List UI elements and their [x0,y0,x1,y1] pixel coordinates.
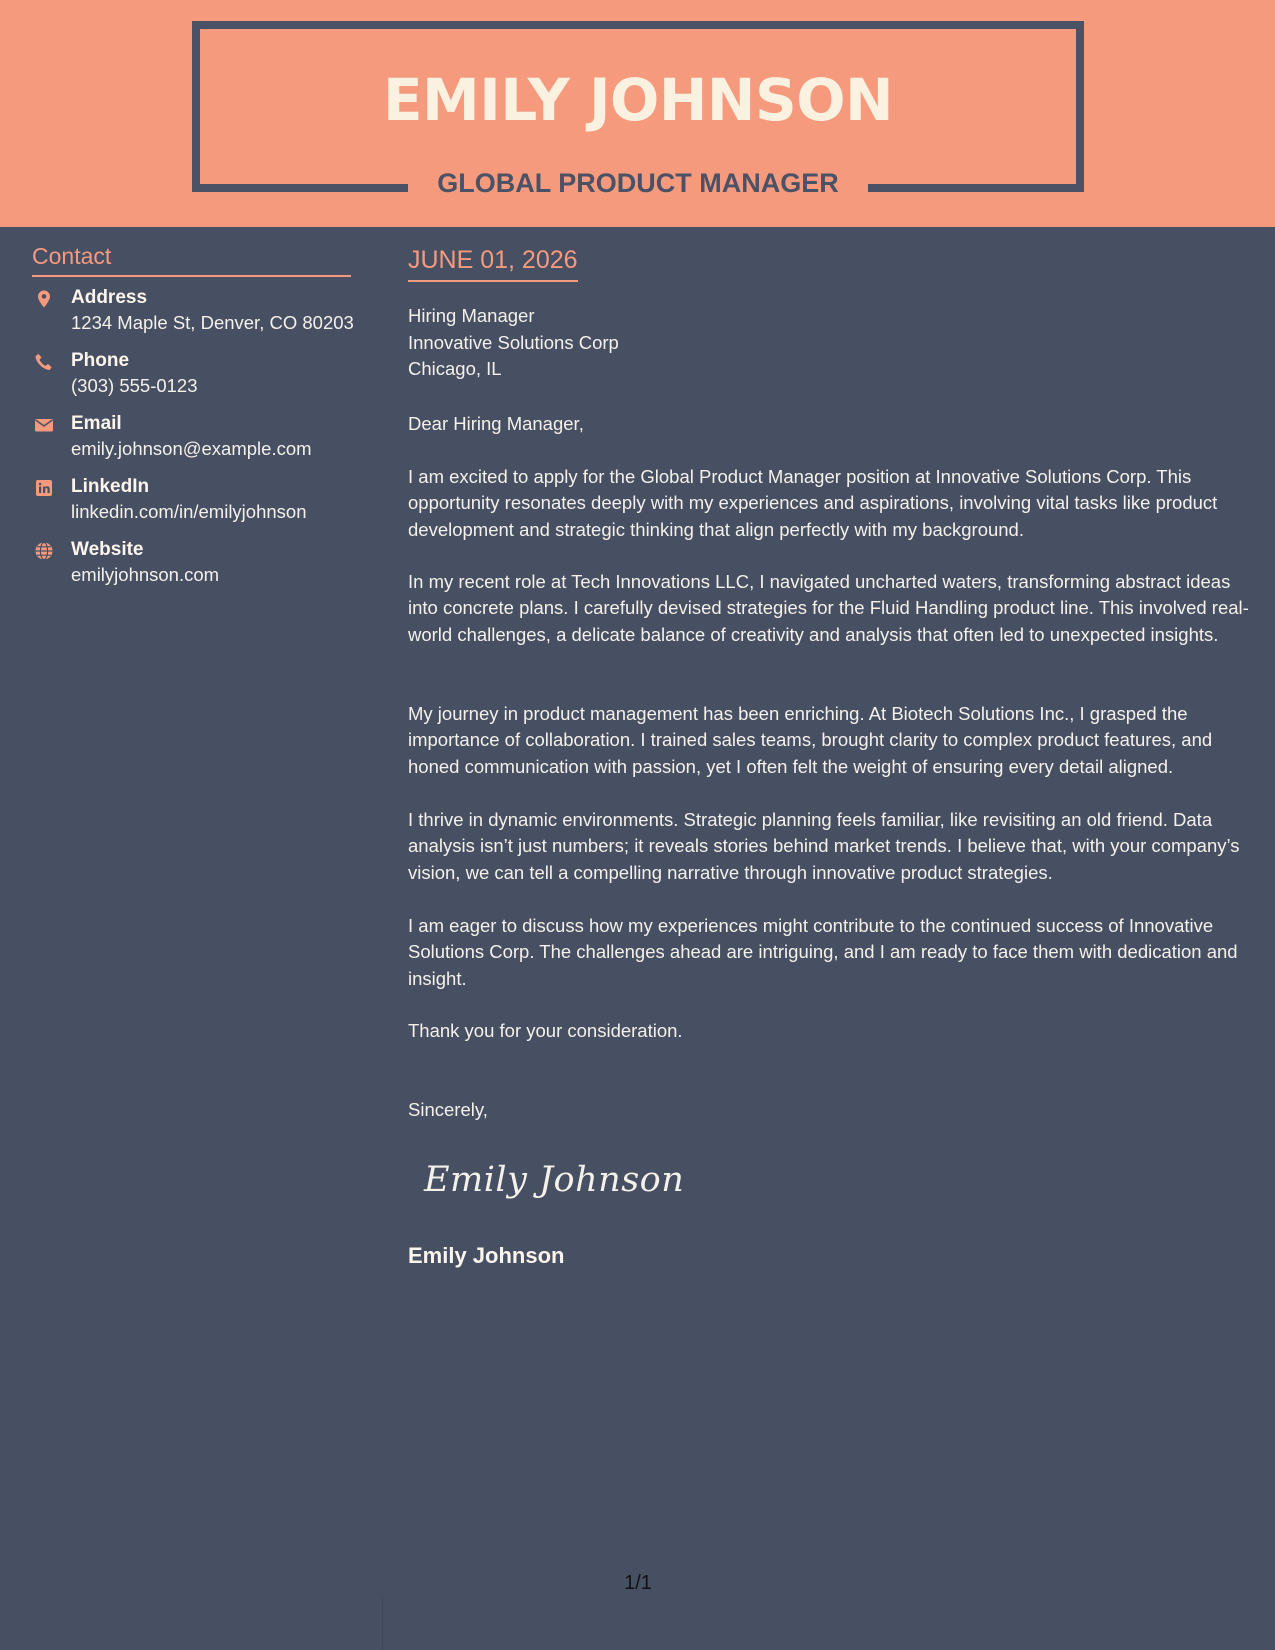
contact-label: Phone [71,350,130,371]
header-frame-right [1076,21,1084,192]
envelope-icon [34,415,54,435]
column-divider [382,1595,383,1650]
page-number: 1/1 [624,1572,652,1594]
contact-label: Email [71,413,122,434]
body-paragraph: I am eager to discuss how my experiences might contribute to the continued success of Innovative Solutions Corp. The challenges ahead are intriguing, and I am ready to face them with dedication and insight. [408,915,1238,989]
map-pin-icon [34,289,54,309]
contact-label: Address [71,287,148,308]
contact-value: linkedin.com/in/emilyjohnson [71,501,307,522]
body-paragraph: I am excited to apply for the Global Product Manager position at Innovative Solutions Corp. This opportunity resonates deeply with my experiences and aspirations, involving vital tasks like product development and strategic thinking that align perfectly with my background. [408,466,1218,540]
phone-icon [34,352,54,372]
applicant-name: EMILY JOHNSON [382,66,894,134]
recipient-line: Innovative Solutions Corp [408,331,619,353]
letter-date: JUNE 01, 2026 [408,245,578,282]
contact-value: emilyjohnson.com [71,564,220,585]
recipient-line: Hiring Manager [408,305,535,326]
recipient-block [408,303,619,383]
contact-value: emily.johnson@example.com [71,438,312,459]
signer-name: Emily Johnson [408,1243,565,1268]
contact-label: Website [71,539,144,560]
body-paragraph: My journey in product management has been enriching. At Biotech Solutions Inc., I grasped the importance of collaboration. I trained sales teams, brought clarity to complex product features, and honed communication with passion, yet I often felt the weight of ensuring every detail aligned. [408,703,1213,777]
header-frame-bottom-right [868,184,1084,192]
globe-icon [34,541,54,561]
body-paragraph: I thrive in dynamic environments. Strategic planning feels familiar, like revisiting an old friend. Data analysis isn’t just numbers; it reveals stories behind market trends. I believe that, with your company’s vision, we can tell a compelling narrative through innovative product strategies. [408,809,1240,883]
job-title: GLOBAL PRODUCT MANAGER [437,168,839,198]
handwritten-signature: Emily Johnson [424,1160,685,1200]
header-frame-top [192,21,1084,29]
body-paragraph: In my recent role at Tech Innovations LLC, I navigated uncharted waters, transforming abstract ideas into concrete plans. I carefully devised strategies for the Fluid Handling product line. This involved real-world challenges, a delicate balance of creativity and analysis that often led to unexpected insights. [408,571,1249,645]
salutation: Dear Hiring Manager, [408,413,584,434]
thanks-line: Thank you for your consideration. [408,1020,683,1041]
contact-value: 1234 Maple St, Denver, CO 80203 [71,312,354,333]
recipient-line: Chicago, IL [408,358,502,379]
header-frame-left [192,21,200,192]
contact-label: LinkedIn [71,476,150,497]
linkedin-icon [34,478,54,498]
header-banner [0,0,1275,227]
contact-heading: Contact [32,242,351,277]
closing-line: Sincerely, [408,1099,488,1120]
contact-value: (303) 555-0123 [71,375,198,396]
header-frame-bottom-left [192,184,408,192]
